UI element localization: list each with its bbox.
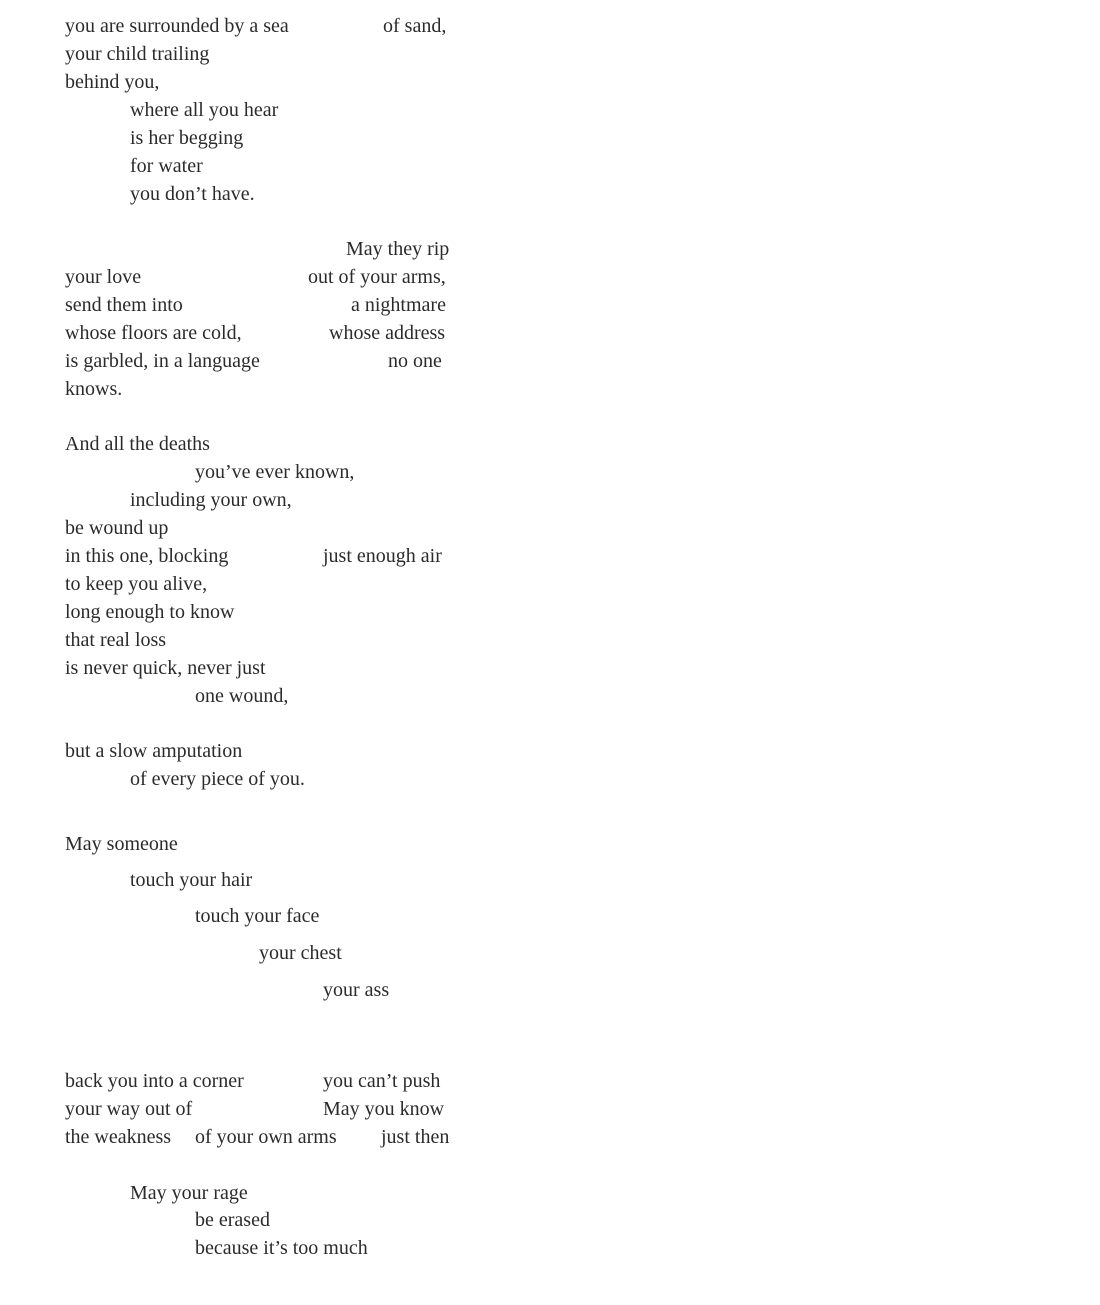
poem-line: you are surrounded by a sea bbox=[65, 15, 289, 37]
poem-line: May they rip bbox=[346, 238, 450, 260]
poem-line: touch your face bbox=[195, 905, 320, 927]
poem-line: because it’s too much bbox=[195, 1237, 368, 1259]
poem-line: to keep you alive, bbox=[65, 573, 208, 595]
poem-line: where all you hear bbox=[130, 99, 279, 121]
poem-line: in this one, blocking bbox=[65, 545, 229, 567]
poem-line: your love bbox=[65, 266, 142, 288]
poem-line: of every piece of you. bbox=[130, 768, 305, 790]
poem-line: is never quick, never just bbox=[65, 657, 266, 679]
poem-line: but a slow amputation bbox=[65, 740, 243, 762]
poem-line: May someone bbox=[65, 833, 178, 855]
poem-line: you don’t have. bbox=[130, 183, 255, 205]
poem-line: your ass bbox=[323, 979, 390, 1001]
poem-line: May you know bbox=[323, 1098, 445, 1120]
poem-line: May your rage bbox=[130, 1182, 248, 1204]
poem-line: be wound up bbox=[65, 517, 169, 539]
poem-line: your chest bbox=[259, 942, 342, 964]
poem-line: just then bbox=[381, 1126, 450, 1148]
poem-line: is her begging bbox=[130, 127, 244, 149]
poem-line: of sand, bbox=[383, 15, 447, 37]
poem-line: send them into bbox=[65, 294, 183, 316]
poem-line: whose floors are cold, bbox=[65, 322, 242, 344]
poem-line: no one bbox=[388, 350, 442, 372]
poem-line: of your own arms bbox=[195, 1126, 337, 1148]
poem-line: out of your arms, bbox=[308, 266, 446, 288]
poem-line: the weakness bbox=[65, 1126, 172, 1148]
poem-line: your way out of bbox=[65, 1098, 193, 1120]
poem-line: is garbled, in a language bbox=[65, 350, 260, 372]
poem-line: you can’t push bbox=[323, 1070, 441, 1092]
poem-line: whose address bbox=[329, 322, 446, 344]
poem-line: just enough air bbox=[323, 545, 442, 567]
poem-line: you’ve ever known, bbox=[195, 461, 355, 483]
poem-line: your child trailing bbox=[65, 43, 210, 65]
poem-line: for water bbox=[130, 155, 203, 177]
poem-line: one wound, bbox=[195, 685, 289, 707]
poem-line: long enough to know bbox=[65, 601, 235, 623]
poem-line: touch your hair bbox=[130, 869, 253, 891]
poem-line: back you into a corner bbox=[65, 1070, 244, 1092]
poem-line: be erased bbox=[195, 1209, 270, 1231]
poem-line: that real loss bbox=[65, 629, 167, 651]
poem-line: knows. bbox=[65, 378, 123, 400]
poem-line: a nightmare bbox=[351, 294, 446, 316]
poem-line: behind you, bbox=[65, 71, 160, 93]
poem-line: including your own, bbox=[130, 489, 292, 511]
poem-line: And all the deaths bbox=[65, 433, 210, 455]
